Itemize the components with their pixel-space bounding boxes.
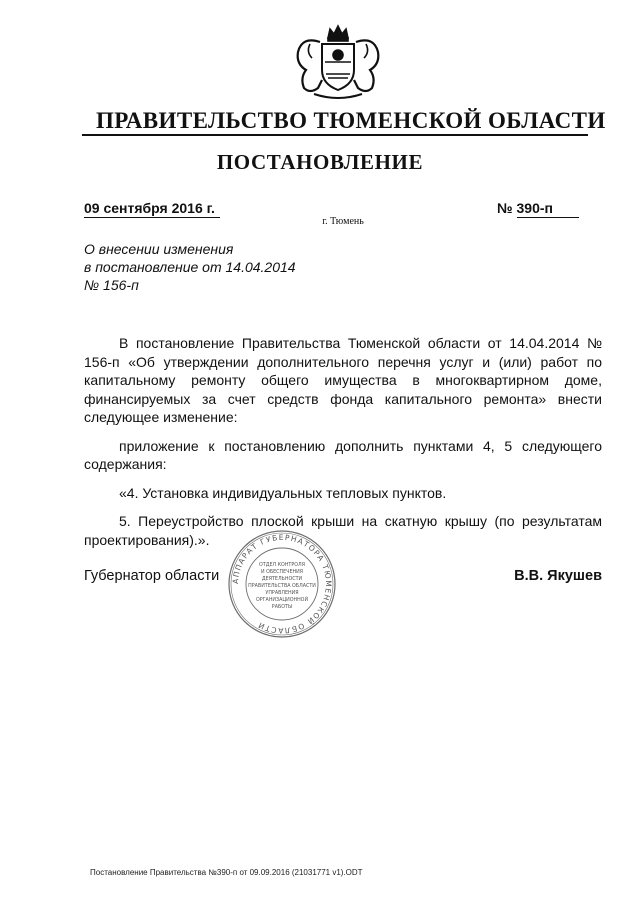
document-city: г. Тюмень bbox=[322, 216, 364, 227]
document-footer: Постановление Правительства №390-п от 09.09.2016 (21031771 v1).ODT bbox=[90, 868, 363, 877]
document-type: ПОСТАНОВЛЕНИЕ bbox=[216, 150, 424, 174]
official-stamp bbox=[226, 528, 338, 640]
body-paragraph: В постановление Правительства Тюменской области от 14.04.2014 № 156-п «Об утверждении дополнительного перечня услуг и (или) работ по капитальному ремонту общего имущества в многоквартирном доме, финансируемых за счет средств фонда капитального ремонта» внести следующее изменение: bbox=[84, 335, 602, 425]
stamp-ring-text: АППАРАТ ГУБЕРНАТОРА ТЮМЕНСКОЙ ОБЛАСТИ bbox=[230, 532, 334, 636]
government-title: ПРАВИТЕЛЬСТВО ТЮМЕНСКОЙ ОБЛАСТИ bbox=[96, 108, 606, 133]
document-body bbox=[84, 334, 602, 559]
document-subject bbox=[84, 240, 364, 294]
stamp-center-line: ОТДЕЛ КОНТРОЛЯ bbox=[259, 563, 305, 568]
subject-line: № 156-п bbox=[84, 277, 139, 293]
stamp-center-line: ПРАВИТЕЛЬСТВА ОБЛАСТИ bbox=[248, 584, 316, 589]
body-paragraph: приложение к постановлению дополнить пунктами 4, 5 следующего содержания: bbox=[84, 437, 602, 472]
coat-of-arms-icon bbox=[292, 22, 384, 104]
stamp-center-line: ОРГАНИЗАЦИОННОЙ bbox=[255, 598, 309, 603]
subject-line: в постановление от 14.04.2014 bbox=[84, 259, 296, 275]
stamp-center-line: ДЕЯТЕЛЬНОСТИ bbox=[261, 577, 303, 582]
signatory-name: В.В. Якушев bbox=[514, 568, 602, 584]
stamp-center-line: УПРАВЛЕНИЯ bbox=[265, 591, 299, 596]
title-underline bbox=[82, 134, 588, 136]
stamp-center-line: И ОБЕСПЕЧЕНИЯ bbox=[260, 570, 304, 575]
body-paragraph: 5. Переустройство плоской крыши на скатную крышу (по результатам проектирования).». bbox=[84, 513, 602, 548]
stamp-center-line: РАБОТЫ bbox=[271, 605, 293, 610]
number-prefix: № bbox=[497, 200, 513, 216]
body-paragraph: «4. Установка индивидуальных тепловых пунктов. bbox=[119, 484, 447, 501]
signature-label: Губернатор области bbox=[84, 568, 220, 584]
number-value: 390-п bbox=[517, 200, 579, 218]
document-date: 09 сентября 2016 г. bbox=[84, 200, 220, 218]
subject-line: О внесении изменения bbox=[84, 241, 234, 257]
